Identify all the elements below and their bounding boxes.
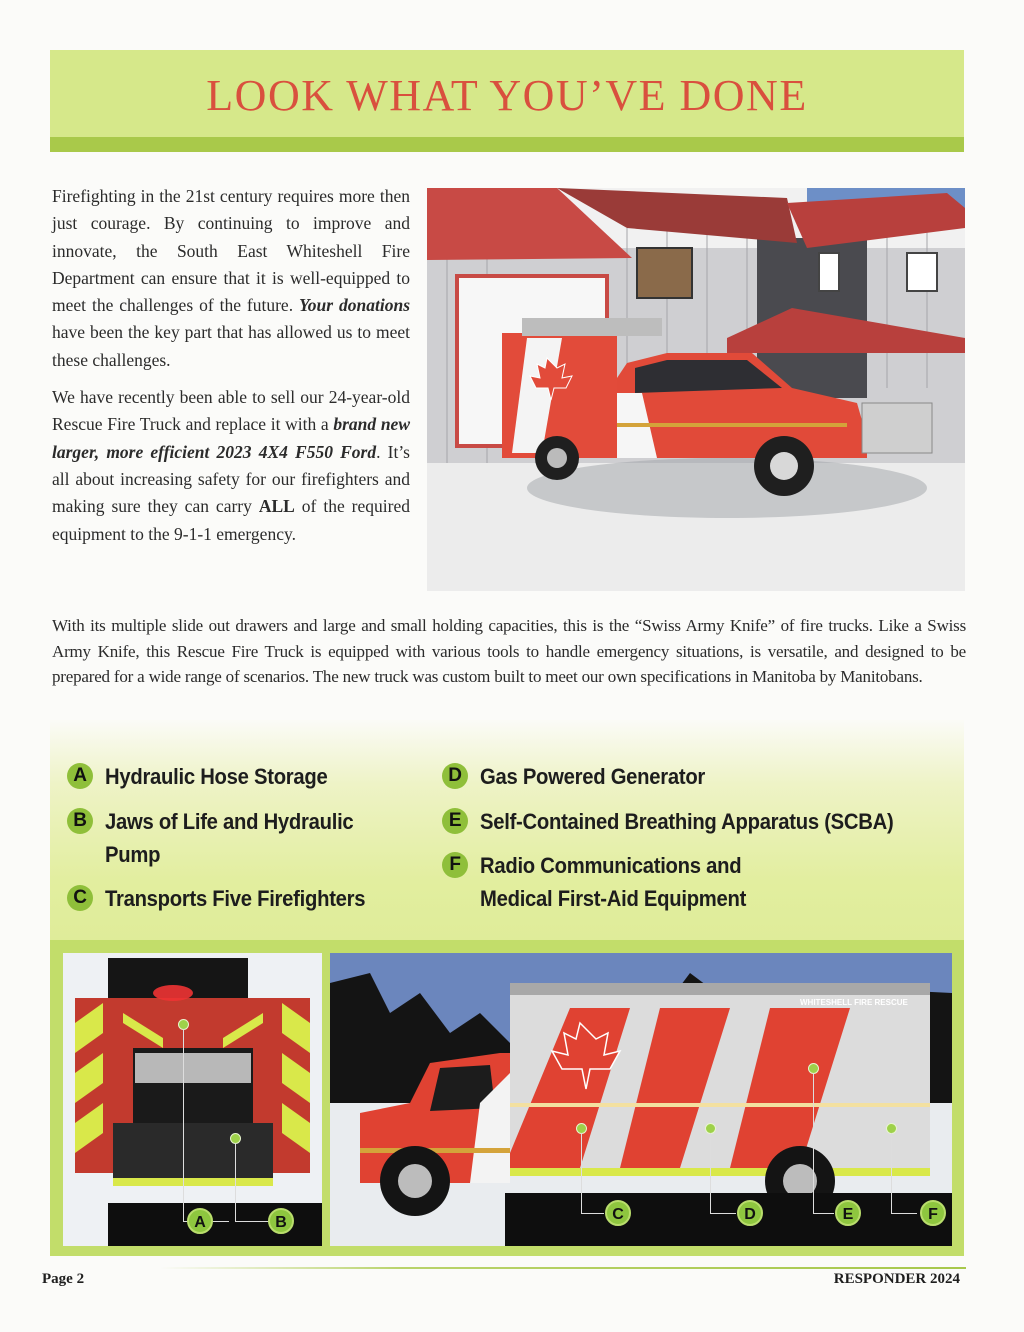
feature-badge: E	[442, 808, 468, 834]
feature-label: Self-Contained Breathing Apparatus (SCBA)	[480, 809, 894, 834]
feature-label: Transports Five Firefighters	[105, 886, 366, 911]
feature-label: Gas Powered Generator	[480, 764, 706, 789]
callout-a: A	[187, 1208, 213, 1234]
intro-paragraph-2	[52, 384, 410, 548]
feature-item-f	[442, 849, 776, 915]
emphasis-truck: brand new larger, more efficient 2023 4X4 F550 Ford	[52, 414, 410, 462]
callout-f: F	[920, 1200, 946, 1226]
body-text	[52, 613, 966, 690]
emphasis-all: ALL	[258, 496, 295, 517]
body-paragraph: With its multiple slide out drawers and large and small holding capacities, this is the “Swiss Army Knife” of fire trucks. Like a Swiss Army Knife, this Rescue Fire Truck is equipped with various tools to handle emergency situations, is versatile, and designed to be prepared for a wide range of scenarios. The new truck was custom built to meet our own specifications in Manitoba by Manitobans.	[52, 616, 966, 686]
feature-item-b	[67, 805, 381, 871]
intro-text	[52, 183, 410, 558]
feature-item-d	[442, 760, 730, 793]
rear-view-photo	[63, 953, 322, 1246]
side-view-photo	[330, 953, 952, 1246]
callout-leader-d	[710, 1133, 736, 1214]
text-run: have been the key part that has allowed us to meet these challenges.	[52, 322, 410, 370]
callout-leader-b	[235, 1143, 271, 1222]
feature-item-a	[67, 760, 352, 793]
page-number: Page 2	[42, 1271, 85, 1287]
feature-badge: C	[67, 885, 93, 911]
callout-leader-f	[891, 1133, 917, 1214]
callout-leader-c	[581, 1133, 604, 1214]
text-run: . It’s all about increasing safety for our firefighters and making sure they can carry	[52, 441, 410, 517]
page-title: LOOK WHAT YOU’VE DONE	[206, 71, 808, 120]
callout-leader-a	[183, 1029, 229, 1222]
feature-item-e	[442, 805, 939, 838]
callout-leader-e	[813, 1073, 834, 1214]
fire-truck-photo	[427, 188, 965, 591]
callout-d: D	[737, 1200, 763, 1226]
feature-item-c	[67, 882, 394, 915]
footer-rule	[160, 1267, 966, 1269]
feature-badge: D	[442, 763, 468, 789]
feature-badge: B	[67, 808, 93, 834]
feature-badge: A	[67, 763, 93, 789]
feature-badge: F	[442, 852, 468, 878]
fire-hall-illustration	[427, 188, 965, 591]
text-run: Firefighting in the 21st century requires more then just courage. By continuing to improve and innovate, the South East Whiteshell Fire Department can ensure that it is well-equipped to meet the challenges of the future.	[52, 186, 410, 316]
feature-label-line2: Medical First-Aid Equipment	[480, 886, 747, 911]
text-run: We have recently been able to sell our 24-year-old Rescue Fire Truck and replace it with a	[52, 387, 410, 435]
callout-e: E	[835, 1200, 861, 1226]
callout-b: B	[268, 1208, 294, 1234]
feature-label-line2: Pump	[105, 842, 161, 867]
truck-label: WHITESHELL FIRE RESCUE	[800, 998, 908, 1007]
feature-label: Radio Communications and	[480, 853, 742, 878]
feature-label: Hydraulic Hose Storage	[105, 764, 328, 789]
feature-label: Jaws of Life and Hydraulic	[105, 809, 354, 834]
text-run: of the required equipment to the 9-1-1 emergency.	[52, 496, 410, 544]
callout-c: C	[605, 1200, 631, 1226]
publication-name: RESPONDER 2024	[833, 1271, 960, 1287]
banner-stripe	[50, 137, 964, 152]
emphasis-donations: Your donations	[299, 295, 411, 316]
intro-paragraph-1	[52, 183, 410, 374]
title-banner	[50, 50, 964, 152]
